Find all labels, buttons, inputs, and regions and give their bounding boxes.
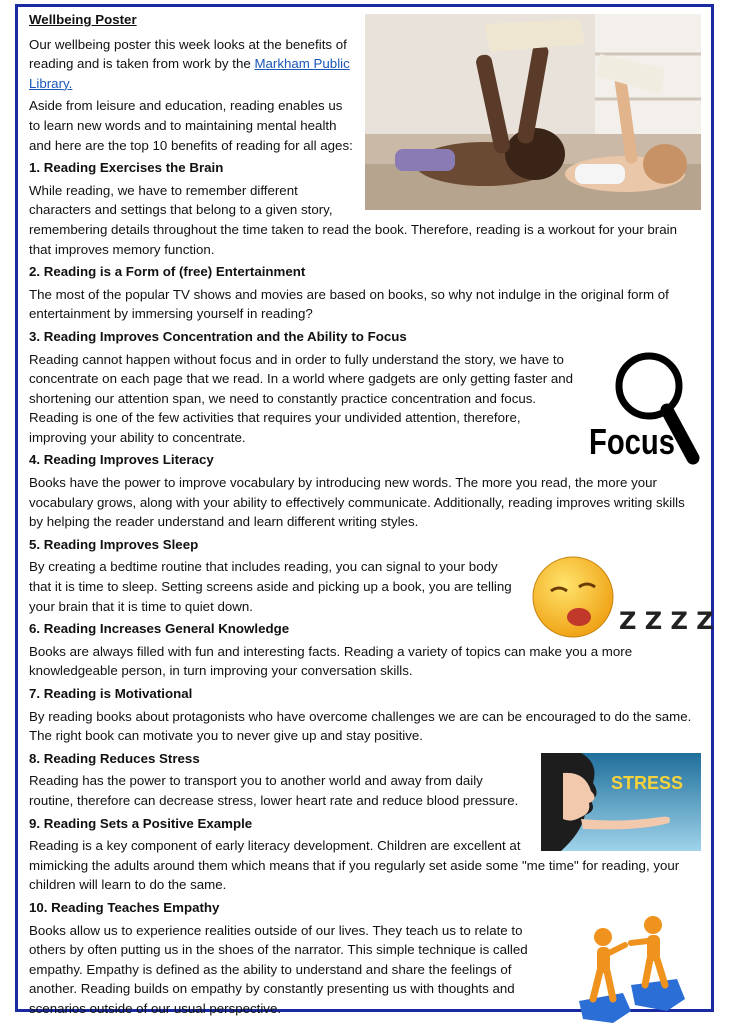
benefit-body: The most of the popular TV shows and movies are based on books, so why not indulge in the original form of entertainment by immersing yourself in reading? <box>29 286 669 322</box>
woman-blowing-stress-image <box>541 753 701 851</box>
benefit-heading: 2. Reading is a Form of (free) Entertainment <box>29 264 306 280</box>
benefit-body: By reading books about protagonists who have overcome challenges we are can be encouraged to do the same. The right book can motivate you to never give up and stay positive. <box>29 708 692 744</box>
intro-text-lead: Our wellbeing poster this week looks at the benefits of reading and is taken from work by the <box>29 36 347 72</box>
stress-image-label: STRESS <box>611 772 684 793</box>
markham-library-link[interactable]: Markham Public Library. <box>29 56 350 91</box>
sleeping-emoji-image <box>527 551 714 641</box>
benefit-body: Reading cannot happen without focus and in order to fully understand the story, we have to concentrate on each page that we read. In a world where gadgets are only getting faster and shortening our attention span, we need to constantly practice concentration and focus. Reading is one of the few activities that requires your undivided attention, therefore, improving your ability to concentrate. <box>29 351 574 445</box>
benefit-heading: 9. Reading Sets a Positive Example <box>29 815 253 831</box>
benefit-heading: 8. Reading Reduces Stress <box>29 750 200 766</box>
focus-magnifier-image <box>587 348 701 466</box>
benefit-body: Books have the power to improve vocabulary by introducing new words. The more you read, the more your vocabulary grows, along with your ability to effectively communicate. Additionally, reading improves writing skills by helping the reader understand and learn different writing styles. <box>29 475 685 530</box>
benefit-heading: 1. Reading Exercises the Brain <box>29 160 224 176</box>
sleep-image-label: Z Z Z Z <box>619 607 714 636</box>
benefit-body: Reading has the power to transport you to another world and away from daily routine, therefore can decrease stress, lower heart rate and reduce blood pressure. <box>29 773 519 808</box>
benefit-heading: 5. Reading Improves Sleep <box>29 536 199 552</box>
empathy-figures-image <box>573 915 691 1027</box>
benefit-heading: 3. Reading Improves Concentration and the Ability to Focus <box>29 328 407 344</box>
benefit-heading: 4. Reading Improves Literacy <box>29 452 214 468</box>
benefit-heading: 6. Reading Increases General Knowledge <box>29 621 290 637</box>
benefit-body: Books are always filled with fun and interesting facts. Reading a variety of topics can make you a more knowledgeable person, in turn improving your conversation skills. <box>29 643 633 679</box>
poster-content <box>29 10 714 1027</box>
benefit-heading: 7. Reading is Motivational <box>29 686 193 701</box>
intro-paragraph: Aside from leisure and education, reading enables us to learn new words and to maintaining mental health and here are the top 10 benefits of reading for all ages: <box>29 98 353 153</box>
focus-image-label: Focus <box>589 420 675 462</box>
benefit-heading: 10. Reading Teaches Empathy <box>29 899 220 915</box>
children-reading-image <box>365 14 701 210</box>
benefit-body: While reading, we have to remember different characters and settings that belong to a given story, remembering details throughout the time taken to read the book. Therefore, reading is a workout for your brain that improves memory function. <box>29 182 677 257</box>
poster-title: Wellbeing Poster <box>29 12 137 27</box>
benefit-body: Reading is a key component of early literacy development. Children are excellent at mimicking the adults around them which means that if you regularly set aside some "me time" for reading, your children will learn to do the same. <box>29 838 680 893</box>
benefit-body: Books allow us to experience realities outside of our lives. They teach us to relate to others by often putting us in the shoes of the narrator. This simple technique is called empathy. Empathy is defined as the ability to understand and share the feelings of another. Reading builds on empathy by constantly presenting us with thoughts and scenarios outside of our usual perspective. <box>29 922 528 1016</box>
benefit-body: By creating a bedtime routine that includes reading, you can signal to your body that it is time to sleep. Setting screens aside and picking up a book, you are telling your brain that it is time to quiet down. <box>29 559 512 614</box>
